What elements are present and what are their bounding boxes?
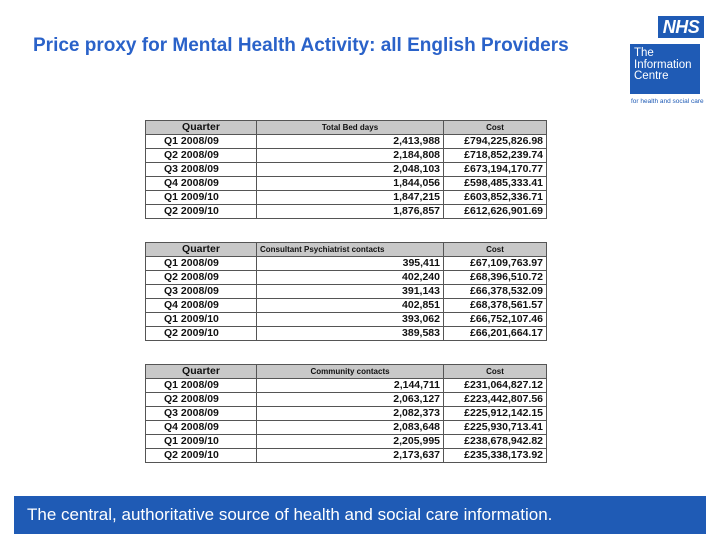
cost-cell: £718,852,239.74 xyxy=(444,149,547,163)
table-row xyxy=(146,421,547,435)
quarter-cell: Q2 2009/10 xyxy=(146,327,257,341)
activity-cell: 1,847,215 xyxy=(257,191,444,205)
activity-cell: 2,173,637 xyxy=(257,449,444,463)
bed-days-table xyxy=(145,120,547,219)
activity-cell: 2,083,648 xyxy=(257,421,444,435)
table-row xyxy=(146,449,547,463)
table-row xyxy=(146,435,547,449)
activity-cell: 2,082,373 xyxy=(257,407,444,421)
table-row xyxy=(146,285,547,299)
cost-cell: £612,626,901.69 xyxy=(444,205,547,219)
activity-cell: 1,876,857 xyxy=(257,205,444,219)
column-header: Cost xyxy=(444,121,547,135)
activity-cell: 2,205,995 xyxy=(257,435,444,449)
activity-cell: 1,844,056 xyxy=(257,177,444,191)
column-header: Cost xyxy=(444,243,547,257)
table-header-row xyxy=(146,243,547,257)
cost-cell: £225,930,713.41 xyxy=(444,421,547,435)
activity-cell: 2,413,988 xyxy=(257,135,444,149)
activity-cell: 2,063,127 xyxy=(257,393,444,407)
cost-cell: £68,396,510.72 xyxy=(444,271,547,285)
information-centre-logo xyxy=(630,44,700,94)
logo-line: Information xyxy=(634,58,692,71)
table-row xyxy=(146,327,547,341)
quarter-cell: Q4 2008/09 xyxy=(146,299,257,313)
table-row xyxy=(146,163,547,177)
activity-cell: 393,062 xyxy=(257,313,444,327)
community-contacts-table xyxy=(145,364,547,463)
column-header: Quarter xyxy=(146,243,257,257)
quarter-cell: Q4 2008/09 xyxy=(146,177,257,191)
quarter-cell: Q2 2008/09 xyxy=(146,393,257,407)
cost-cell: £235,338,173.92 xyxy=(444,449,547,463)
quarter-cell: Q2 2008/09 xyxy=(146,271,257,285)
cost-cell: £238,678,942.82 xyxy=(444,435,547,449)
quarter-cell: Q2 2009/10 xyxy=(146,449,257,463)
table-row xyxy=(146,379,547,393)
table-row xyxy=(146,407,547,421)
activity-cell: 389,583 xyxy=(257,327,444,341)
table-row xyxy=(146,299,547,313)
cost-cell: £603,852,336.71 xyxy=(444,191,547,205)
column-header: Community contacts xyxy=(257,365,444,379)
table-row xyxy=(146,177,547,191)
quarter-cell: Q1 2008/09 xyxy=(146,257,257,271)
quarter-cell: Q3 2008/09 xyxy=(146,285,257,299)
activity-cell: 395,411 xyxy=(257,257,444,271)
quarter-cell: Q3 2008/09 xyxy=(146,407,257,421)
quarter-cell: Q1 2008/09 xyxy=(146,135,257,149)
cost-cell: £598,485,333.41 xyxy=(444,177,547,191)
table-row xyxy=(146,271,547,285)
logo-line: The xyxy=(634,47,654,59)
activity-cell: 391,143 xyxy=(257,285,444,299)
cost-cell: £225,912,142.15 xyxy=(444,407,547,421)
activity-cell: 402,240 xyxy=(257,271,444,285)
activity-cell: 2,184,808 xyxy=(257,149,444,163)
quarter-cell: Q1 2009/10 xyxy=(146,313,257,327)
logo-line: Centre xyxy=(634,70,669,82)
consultant-contacts-table xyxy=(145,242,547,341)
table-row xyxy=(146,393,547,407)
table-row xyxy=(146,191,547,205)
quarter-cell: Q3 2008/09 xyxy=(146,163,257,177)
table-header-row xyxy=(146,365,547,379)
column-header: Quarter xyxy=(146,365,257,379)
cost-cell: £66,752,107.46 xyxy=(444,313,547,327)
column-header: Cost xyxy=(444,365,547,379)
quarter-cell: Q1 2009/10 xyxy=(146,191,257,205)
table-row xyxy=(146,313,547,327)
table-row xyxy=(146,135,547,149)
cost-cell: £794,225,826.98 xyxy=(444,135,547,149)
quarter-cell: Q1 2009/10 xyxy=(146,435,257,449)
cost-cell: £68,378,561.57 xyxy=(444,299,547,313)
cost-cell: £223,442,807.56 xyxy=(444,393,547,407)
cost-cell: £67,109,763.97 xyxy=(444,257,547,271)
page-title: Price proxy for Mental Health Activity: all English Providers xyxy=(33,35,569,56)
table-row xyxy=(146,257,547,271)
cost-cell: £673,194,170.77 xyxy=(444,163,547,177)
column-header: Quarter xyxy=(146,121,257,135)
table-header-row xyxy=(146,121,547,135)
quarter-cell: Q2 2009/10 xyxy=(146,205,257,219)
quarter-cell: Q2 2008/09 xyxy=(146,149,257,163)
table-row xyxy=(146,149,547,163)
activity-cell: 2,048,103 xyxy=(257,163,444,177)
table-row xyxy=(146,205,547,219)
footer-banner: The central, authoritative source of health and social care information. xyxy=(14,496,706,534)
cost-cell: £66,378,532.09 xyxy=(444,285,547,299)
activity-cell: 402,851 xyxy=(257,299,444,313)
logo-tagline: for health and social care xyxy=(631,98,704,105)
column-header: Total Bed days xyxy=(257,121,444,135)
activity-cell: 2,144,711 xyxy=(257,379,444,393)
cost-cell: £66,201,664.17 xyxy=(444,327,547,341)
column-header: Consultant Psychiatrist contacts xyxy=(257,243,444,257)
nhs-logo: NHS xyxy=(658,16,704,38)
cost-cell: £231,064,827.12 xyxy=(444,379,547,393)
quarter-cell: Q1 2008/09 xyxy=(146,379,257,393)
quarter-cell: Q4 2008/09 xyxy=(146,421,257,435)
